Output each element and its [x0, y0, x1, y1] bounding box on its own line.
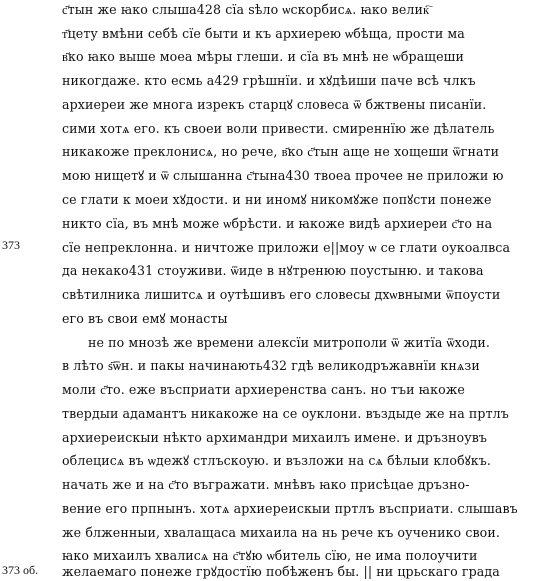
text-line: облецисѧ въ ѡдежꙋ стлъскоую. и възложи на сѧ бѣлыи клобꙋкъ.: [62, 453, 491, 468]
text-line: т҃цету вмѣни себѣ сїе быти и къ архиерею ѡбѣща, прости ма: [62, 26, 465, 41]
text-line: мою нищетꙋ и ѿ слышанна с҃тына430 твоеа прочее не приложи ю: [62, 168, 504, 183]
text-line: никогдаже. кто есмь а429 грѣшнїи. и хꙋдѣиши паче всѣ члкъ: [62, 73, 476, 88]
text-line: его въ свои емꙋ монасты: [62, 311, 228, 326]
text-line: архиереискыи нѣкто архимандри михаилъ имене. и дръзноувъ: [62, 430, 488, 445]
text-line: никакоже преклонисѧ, но рече, в҃ко с҃тын аще не хощеши ѿгнати: [62, 144, 500, 159]
text-line: же блженныи, хвалащаса михаила на нь рече къ оученико свои.: [62, 525, 500, 540]
text-line: моли с҃то. еже въсприати архиеренства санъ. но тъи ꙗкоже: [62, 382, 465, 397]
text-line: да некако431 стоуживи. ѿиде в нꙋтренюю поустыню. и такова: [62, 263, 484, 278]
text-line: желаемаго понеже грꙋдостїю побѣженъ бы. || ни црьскаго града: [62, 564, 500, 579]
text-line: не по мнозѣ же времени алексїи митрополи ѿ житїа ѿходи.: [88, 335, 491, 350]
margin-page-number: 373: [2, 238, 20, 252]
text-line: в лѣто ѕ҃ѿн. и пакы начинають432 гдѣ великодръжавнїи кнѧзи: [62, 358, 480, 373]
text-line: архиереи же многа изрекъ старцꙋ словеса ѿ бжтвены писанїи.: [62, 97, 487, 112]
text-line: твердыи адамантъ никакоже на се оуклони. въздыде же на пртлъ: [62, 406, 509, 421]
text-line: сими хотѧ его. къ своеи воли привести. смиреннїю же дѣлатель: [62, 121, 495, 136]
text-line: вение его прпнынъ. хотѧ архиереискыи пртлъ въсприати. слышавъ: [62, 501, 518, 516]
text-line: свѣтилника лишитсѧ и оутѣшивъ его словесы дхѡвными ѿпоусти: [62, 287, 501, 302]
text-line: никто сїа, въ мнѣ може ѡбрѣсти. и ꙗкоже видѣ архиереи с҃то на: [62, 216, 493, 231]
text-line: начать же и на с҃то въгражати. мнѣвъ ꙗко присѣцае дръзно-: [62, 477, 470, 492]
text-line: се глати к моеи хꙋдости. и ни иномꙋ никомꙋже попꙋсти понеже: [62, 192, 492, 207]
text-line: с҃тын же ꙗко слыша428 сїа ѕѣло ѡскорбисѧ. ꙗко велик҇: [62, 2, 430, 17]
text-line: сїе непреклонна. и ничтоже приложи е||моу ѡ се глати оукоалвса: [62, 240, 511, 255]
text-line: ꙗко михаилъ хвалисѧ на с҃тꙋю ѡбитель сїю, не има полоучити: [62, 548, 478, 563]
margin-page-number: 373 об.: [2, 563, 39, 577]
text-line: в҃ко ꙗко выше моеа мѣры глеши. и сїа въ мнѣ не ѡбращеши: [62, 49, 464, 64]
